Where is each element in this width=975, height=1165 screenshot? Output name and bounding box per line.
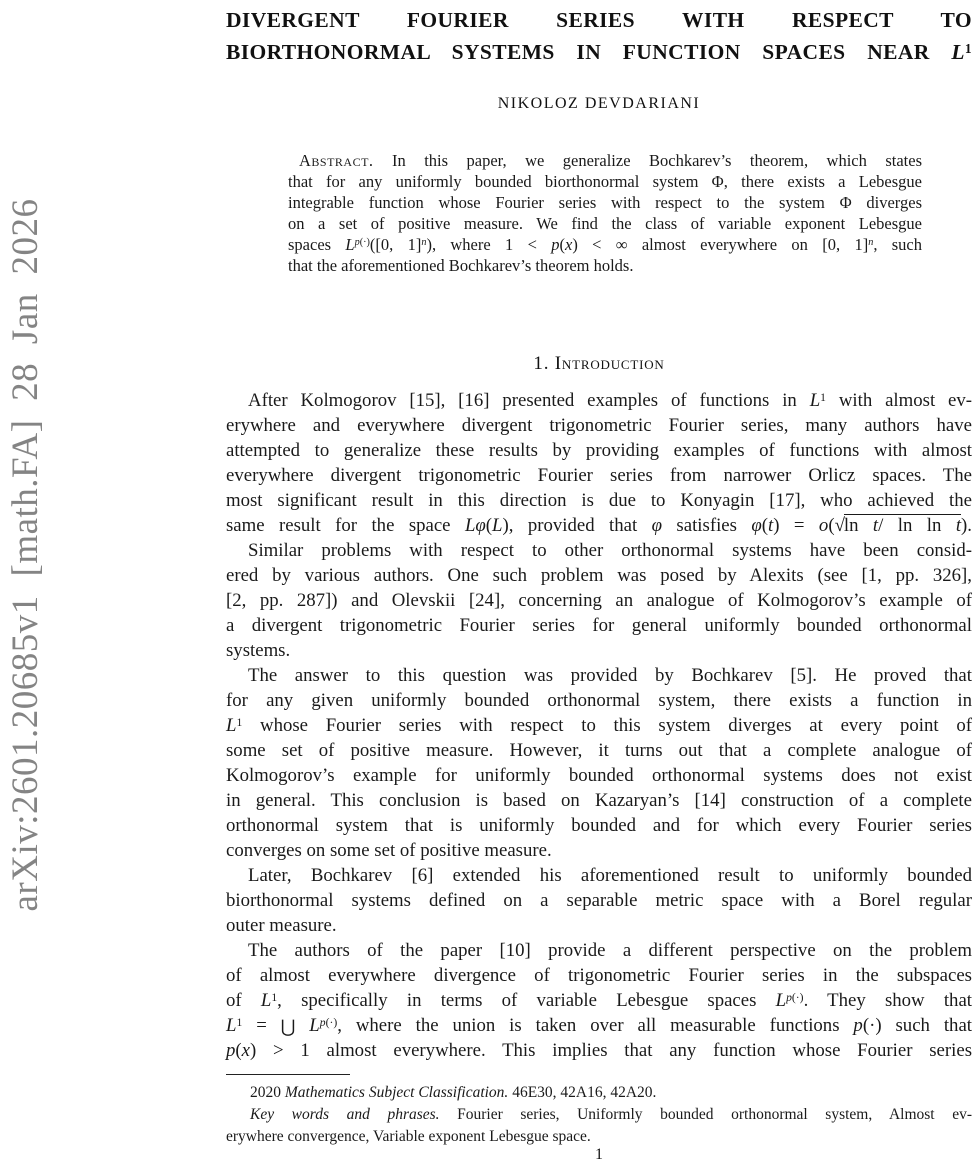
text-line: BIORTHONORMAL SYSTEMS IN FUNCTION SPACES NEAR $L^1$ (226, 40, 972, 64)
paper-content (226, 0, 972, 1148)
text-line: 2020 Mathematics Subject Classification. 46E30, 42A16, 42A20. (250, 1084, 657, 1101)
text-line: systems. (226, 640, 291, 661)
text-line: Kolmogorov’s example for uniformly bounded orthonormal systems does not exist (226, 765, 972, 786)
arxiv-watermark: arXiv:2601.20685v1 [math.FA] 28 Jan 2026 (5, 198, 46, 912)
text-line: in general. This conclusion is based on Kazaryan’s [14] construction of a complete (226, 790, 972, 811)
text-line: everywhere divergent trigonometric Fourier series from narrower Orlicz spaces. The (226, 465, 972, 486)
text-line: erywhere and everywhere divergent trigonometric Fourier series, many authors have (226, 415, 972, 436)
abstract (288, 150, 922, 276)
paragraph-5 (226, 938, 972, 1063)
text-line: $L^1$ = ⋃ $L^{p(\cdot)}$, where the union is taken over all measurable functions p(·) such that (226, 1015, 972, 1038)
text-line: ered by various authors. One such problem was posed by Alexits (see [1, pp. 326], (226, 565, 972, 586)
text-line: Key words and phrases. Fourier series, Uniformly bounded orthonormal system, Almost ev- (250, 1106, 972, 1123)
paragraph-1 (226, 388, 972, 538)
text-line: outer measure. (226, 915, 337, 936)
body-text (226, 388, 972, 1063)
text-line: DIVERGENT FOURIER SERIES WITH RESPECT TO (226, 8, 972, 32)
text-line: After Kolmogorov [15], [16] presented examples of functions in $L^1$ with almost ev- (248, 390, 973, 411)
text-line: orthonormal system that is uniformly bounded and for which every Fourier series (226, 815, 972, 836)
text-line: some set of positive measure. However, it turns out that a complete analogue of (226, 740, 972, 761)
text-line: The answer to this question was provided by Bochkarev [5]. He proved that (248, 665, 972, 686)
text-line: Later, Bochkarev [6] extended his aforementioned result to uniformly bounded (248, 865, 972, 886)
text-line: converges on some set of positive measure. (226, 840, 552, 861)
text-line: [2, pp. 287]) and Olevskii [24], concerning an analogue of Kolmogorov’s example of (226, 590, 972, 611)
footnotes (226, 1082, 972, 1148)
text-line: $L^1$ whose Fourier series with respect to this system diverges at every point of (226, 715, 972, 736)
paragraph-4 (226, 863, 972, 938)
section-heading: 1. Introduction (533, 353, 665, 374)
text-line: of $L^1$, specifically in terms of variable Lebesgue spaces $L^{p(\cdot)}$. They show that (226, 990, 972, 1011)
text-line: that for any uniformly bounded biorthonormal system Φ, there exists a Lebesgue (288, 172, 922, 191)
page-number: 1 (595, 1146, 603, 1163)
text-line: attempted to generalize these results by providing examples of functions with almost (226, 440, 972, 461)
text-line: of almost everywhere divergence of trigonometric Fourier series in the subspaces (226, 965, 972, 986)
text-line: spaces $L^{p(\cdot)}([0$, 1]$^n$), where 1 < p(x) < ∞ almost everywhere on [0, 1]$^n$, such (288, 235, 923, 254)
author-name: NIKOLOZ DEVDARIANI (497, 95, 701, 112)
text-line: Similar problems with respect to other orthonormal systems have been consid- (248, 540, 972, 561)
text-line: erywhere convergence, Variable exponent Lebesgue space. (226, 1128, 591, 1145)
paragraph-2 (226, 538, 972, 663)
text-line: integrable function whose Fourier series with respect to the system Φ diverges (288, 193, 922, 212)
text-line: Abstract. In this paper, we generalize Bochkarev’s theorem, which states (299, 151, 922, 170)
paragraph-3 (226, 663, 972, 863)
text-line: on a set of positive measure. We find the class of variable exponent Lebesgue (288, 214, 922, 233)
text-line: The authors of the paper [10] provide a different perspective on the problem (248, 940, 972, 961)
text-line: most significant result in this direction is due to Konyagin [17], who achieved the (226, 490, 972, 511)
footnote-rule (226, 1074, 350, 1075)
text-line: that the aforementioned Bochkarev’s theorem holds. (288, 256, 634, 275)
text-line: p(x) > 1 almost everywhere. This implies that any function whose Fourier series (226, 1040, 972, 1061)
paper-title (226, 0, 972, 68)
text-line: same result for the space Lφ(L), provided that φ satisfies φ(t) = o(√ln t/ ln ln t). (226, 515, 972, 536)
text-line: biorthonormal systems defined on a separable metric space with a Borel regular (226, 890, 972, 911)
text-line: for any given uniformly bounded orthonormal system, there exists a function in (226, 690, 972, 711)
text-line: a divergent trigonometric Fourier series for general uniformly bounded orthonormal (226, 615, 972, 636)
